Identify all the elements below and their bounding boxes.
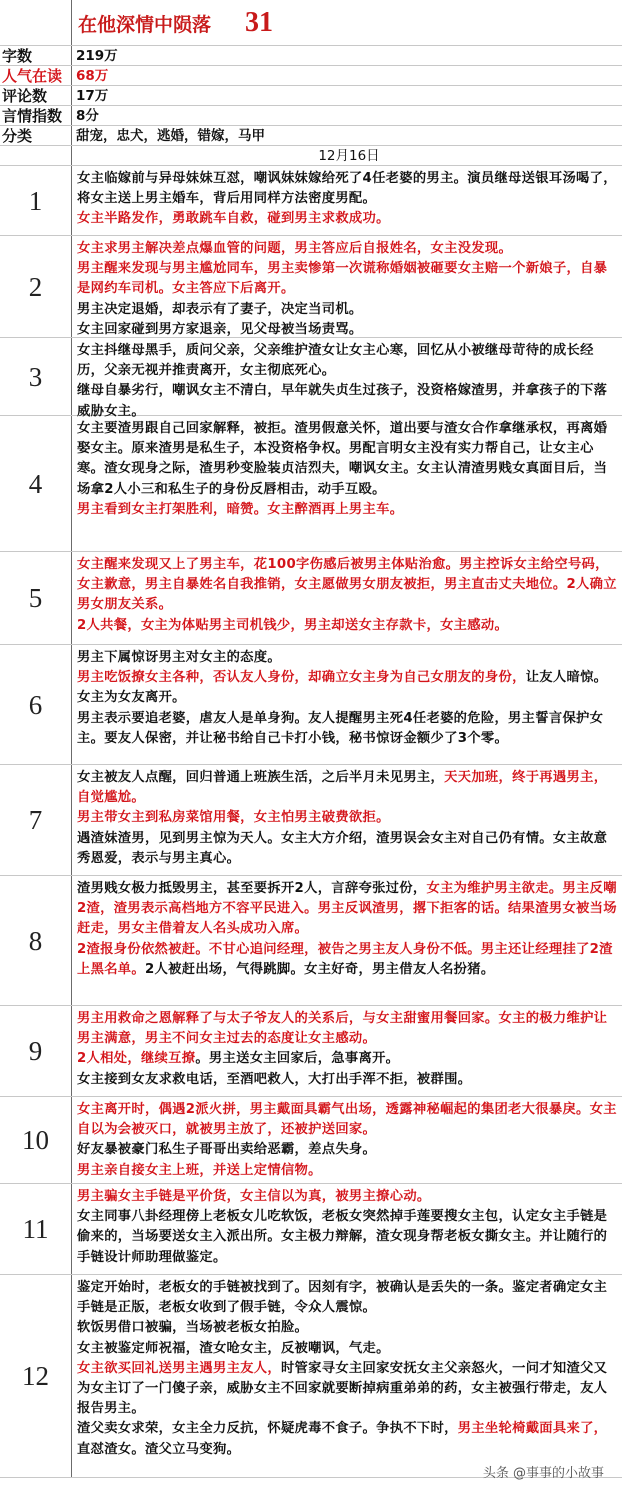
highlight-text: 2渣报身份依然被赶。不甘心追问经理，被告之男主友人身份不低。男主还让经理挂了2渣上黑名单。: [77, 941, 613, 977]
plain-text: 女主抖继母黑手，质问父亲，父亲维护渣女让女主心寒，回忆从小被继母苛待的成长经历，父亲无视并推责离开，女主彻底死心。: [77, 343, 594, 379]
date-label-cell: [0, 146, 72, 165]
summary-paragraph: [77, 1070, 618, 1090]
meta-value: 68万: [76, 68, 109, 84]
episode-row: [0, 765, 622, 876]
episode-summary: [72, 166, 622, 235]
episode-number: 5: [0, 552, 72, 644]
episode-number: 4: [0, 416, 72, 551]
highlight-text: 男主用救命之恩解释了与太子爷友人的关系后，与女主甜蜜用餐回家。女主的极力维护让男主满意，男主不问女主过去的态度让女主感动。: [77, 1011, 608, 1047]
meta-value: 17万: [76, 88, 109, 104]
plain-text: 好友暴被豪门私生子哥哥出卖给恶霸，差点失身。: [77, 1142, 377, 1158]
episode-number: 12: [0, 1275, 72, 1477]
plain-text: 鉴定开始时，老板女的手链被找到了。因刻有字，被确认是丢失的一条。鉴定者确定女主手链是正版，老板女收到了假手链，令众人震惊。: [77, 1280, 608, 1316]
highlight-text: 女主欲买回礼送男主遇男主友人，: [77, 1360, 281, 1376]
episode-number: 9: [0, 1006, 72, 1096]
summary-paragraph: [77, 300, 618, 320]
plain-text: 时管家寻女主回家安抚女主父亲怒火，一问才知渣父又为女主订了一门傻子亲，威胁女主不回家就要断掉病重弟弟的药，女主被强行带走，友人报告男主。: [77, 1360, 608, 1417]
plain-text: 女主被鉴定师祝福，渣女呛女主，反被嘲讽，气走。: [77, 1340, 390, 1356]
plain-text: 女主同事八卦经理傍上老板女儿吃软饭，老板女突然掉手莲要搜女主包，认定女主手链是偷来的，当场要送女主入派出所。女主极力辩解，渣女现身帮老板女撕女主。并让随行的手链设计师助理做鉴定。: [77, 1209, 608, 1265]
episode-summary: [72, 876, 622, 1005]
summary-paragraph: [77, 239, 618, 259]
plain-text: 让友人暗惊。女主为女友离开。: [77, 670, 608, 706]
episode-row: [0, 416, 622, 552]
plain-text: 继母自暴劣行，嘲讽女主不清白，早年就失贞生过孩子，没资格嫁渣男，并拿孩子的下落威胁女主。: [77, 383, 608, 419]
summary-paragraph: [77, 209, 618, 229]
highlight-text: 男主吃饭撩女主各种，否认友人身份，却确立女主身为自己女朋友的身份，: [77, 670, 526, 686]
book-number: 31: [245, 7, 274, 38]
episode-number: 1: [0, 166, 72, 235]
summary-paragraph: [77, 940, 618, 980]
plain-text: 女主回家碰到男方家退亲，见父母被当场责骂。: [77, 321, 363, 337]
summary-paragraph: [77, 648, 618, 668]
episode-summary: [72, 338, 622, 419]
meta-value: 219万: [76, 48, 118, 64]
episode-number: 8: [0, 876, 72, 1005]
episode-summary: [72, 645, 622, 764]
plain-text: 女主要渣男跟自己回家解释，被拒。渣男假意关怀，道出要与渣女合作拿继承权，再离婚娶女主。原来渣男是私生子，本没资格争权。男配言明女主没有实力帮自己，让女主心寒。渣女现身之际，渣男秒变脸装贞洁烈夫，嘲讽女主。女主认清渣男贱女真面目后，当场拿2人小三和私生子的身份反唇相击，动手互殴。: [77, 421, 608, 497]
plain-text: 女主临嫁前与异母妹妹互怼，嘲讽妹妹嫁给死了4任老婆的男主。演员继母送银耳汤喝了，将女主送上男主婚车，背后用同样方法密度男配。: [77, 171, 617, 207]
summary-paragraph: [77, 169, 618, 209]
episode-summary: [72, 1184, 622, 1274]
highlight-text: 男主骗女主手链是平价货，女主信以为真，被男主撩心动。: [77, 1189, 431, 1204]
summary-paragraph: [77, 341, 618, 381]
book-title-text: 在他深情中陨落: [78, 14, 212, 36]
episode-number: 7: [0, 765, 72, 875]
plain-text: 直怼渣女。渣父立马变狗。: [77, 1441, 241, 1457]
plain-text: 渣男贱女极力抵毁男主，甚至要拆开2人，言辞夸张过份，: [77, 881, 427, 896]
episode-row: [0, 1006, 622, 1097]
highlight-text: 男主看到女主打架胜利，暗赞。女主醉酒再上男主车。: [77, 501, 404, 517]
highlight-text: 男主亲自接女主上班，并送上定情信物。: [77, 1162, 322, 1178]
summary-paragraph: [77, 709, 618, 749]
meta-label: 言情指数: [0, 106, 72, 125]
summary-paragraph: [77, 419, 618, 500]
summary-paragraph: [77, 1140, 618, 1160]
summary-paragraph: [77, 1359, 618, 1420]
highlight-text: 天天加班，终于再遇男主，自觉尴尬。: [77, 770, 608, 806]
summary-paragraph: [77, 1187, 618, 1207]
summary-paragraph: [77, 879, 618, 940]
plain-text: 男主下属惊讶男主对女主的态度。: [77, 650, 281, 665]
summary-paragraph: [77, 500, 618, 520]
summary-paragraph: [77, 1161, 618, 1181]
plain-text: 男主决定退婚，却表示有了妻子，决定当司机。: [77, 301, 363, 317]
plain-text: 女主接到女友求救电话，至酒吧救人，大打出手浑不拒，被群围。: [77, 1071, 472, 1087]
episode-list: [0, 166, 622, 1478]
episode-summary: [72, 765, 622, 875]
summary-paragraph: [77, 1100, 618, 1140]
episode-summary: [72, 1006, 622, 1096]
date-row: [0, 146, 622, 166]
summary-paragraph: [77, 1207, 618, 1268]
summary-paragraph: [77, 668, 618, 708]
episode-row: [0, 166, 622, 236]
summary-paragraph: [77, 320, 618, 340]
watermark: 头条 @事事的小故事: [482, 1466, 604, 1481]
highlight-text: 女主求男主解决差点爆血管的问题，男主答应后自报姓名，女主没发现。: [77, 241, 513, 256]
meta-label: 人气在读: [0, 66, 72, 85]
meta-label: 评论数: [0, 86, 72, 105]
highlight-text: 男主带女主到私房菜馆用餐，女主怕男主破费欲拒。: [77, 810, 390, 826]
title-row: [0, 0, 622, 46]
plain-text: 2人被赶出场，气得跳脚。女主好奇，男主借友人名扮猪。: [144, 961, 495, 977]
episode-number: 10: [0, 1097, 72, 1183]
meta-row-romance-index: [0, 106, 622, 126]
plain-text: 渣父卖女求荣，女主全力反抗，怀疑虎毒不食子。争执不下时，: [77, 1421, 458, 1437]
summary-paragraph: [77, 829, 618, 869]
plain-text: 软饭男借口被骗，当场被老板女拍脸。: [77, 1320, 309, 1336]
episode-row: [0, 338, 622, 419]
book-title: [72, 0, 622, 45]
meta-value: 8分: [76, 108, 99, 124]
title-label-cell: [0, 0, 72, 45]
episode-number: 2: [0, 236, 72, 337]
highlight-text: 女主为维护男主欲走。男主反嘲2渣，渣男表示高档地方不容平民进入。男主反讽渣男，撂下拒客的话。结果渣男女被当场赶走，男女主借着友人名头成功入席。: [77, 881, 617, 937]
plain-text: 遇渣妹渣男，见到男主惊为天人。女主大方介绍，渣男误会女主对自己仍有情。女主故意秀恩爱，表示与男主真心。: [77, 830, 608, 866]
highlight-text: 2人相处，继续互撩: [77, 1051, 196, 1067]
meta-row-comments: [0, 86, 622, 106]
summary-paragraph: [77, 1049, 618, 1069]
episode-number: 3: [0, 338, 72, 415]
episode-row: [0, 1275, 622, 1478]
meta-label: 分类: [0, 126, 72, 145]
summary-paragraph: [77, 768, 618, 808]
summary-paragraph: [77, 808, 618, 828]
meta-value: 甜宠，忠犬，逃婚，错嫁，马甲: [76, 128, 265, 144]
summary-paragraph: [77, 555, 618, 616]
summary-paragraph: [77, 1419, 618, 1459]
highlight-text: 女主醒来发现又上了男主车，花100字伤感后被男主体贴治愈。男主控诉女主给空号码，女主歉意，男主自暴姓名自我推销，女主愿做男女朋友被拒，男主直击丈夫地位。2人确立男女朋友关系。: [77, 557, 617, 613]
episode-row: [0, 876, 622, 1006]
highlight-text: 男主醒来发现与男主尴尬同车，男主卖惨第一次谎称婚姻被砸要女主赔一个新娘子，自暴是网约车司机。女主答应下后离开。: [77, 261, 608, 297]
meta-label: 字数: [0, 46, 72, 65]
highlight-text: 女主离开时，偶遇2派火拼，男主戴面具霸气出场，透露神秘崛起的集团老大很暴戾。女主自以为会被灭口，就被男主放了，还被护送回家。: [77, 1102, 617, 1138]
episode-row: [0, 645, 622, 765]
episode-summary: [72, 416, 622, 551]
episode-row: [0, 1184, 622, 1275]
plain-text: 。男主送女主回家后，急事离开。: [195, 1051, 400, 1067]
meta-row-word-count: [0, 46, 622, 66]
summary-paragraph: [77, 1339, 618, 1359]
highlight-text: 男主坐轮椅戴面具来了，: [457, 1421, 608, 1437]
highlight-text: 2人共餐，女主为体贴男主司机钱少，男主却送女主存款卡，女主感动。: [77, 617, 509, 633]
episode-summary: [72, 236, 622, 337]
meta-row-popularity: [0, 66, 622, 86]
summary-paragraph: [77, 1009, 618, 1049]
episode-summary: [72, 1275, 622, 1477]
plain-text: 女主被友人点醒，回归普通上班族生活，之后半月未见男主，: [77, 770, 445, 785]
episode-number: 6: [0, 645, 72, 764]
episode-summary: [72, 1097, 622, 1183]
summary-paragraph: [77, 1278, 618, 1318]
summary-paragraph: [77, 1318, 618, 1338]
highlight-text: 女主半路发作，勇敢跳车自救，碰到男主求救成功。: [77, 211, 390, 227]
episode-summary: [72, 552, 622, 644]
episode-row: [0, 236, 622, 338]
episode-number: 11: [0, 1184, 72, 1274]
summary-paragraph: [77, 259, 618, 299]
date-value: 12月16日: [318, 148, 380, 164]
plain-text: 男主表示要追老婆，虐友人是单身狗。友人提醒男主死4任老婆的危险，男主誓言保护女主。要友人保密，并让秘书给自己卡打小钱，秘书惊讶金额少了3个零。: [77, 710, 604, 746]
summary-paragraph: [77, 616, 618, 636]
episode-row: [0, 1097, 622, 1184]
meta-row-category: [0, 126, 622, 146]
episode-row: [0, 552, 622, 645]
